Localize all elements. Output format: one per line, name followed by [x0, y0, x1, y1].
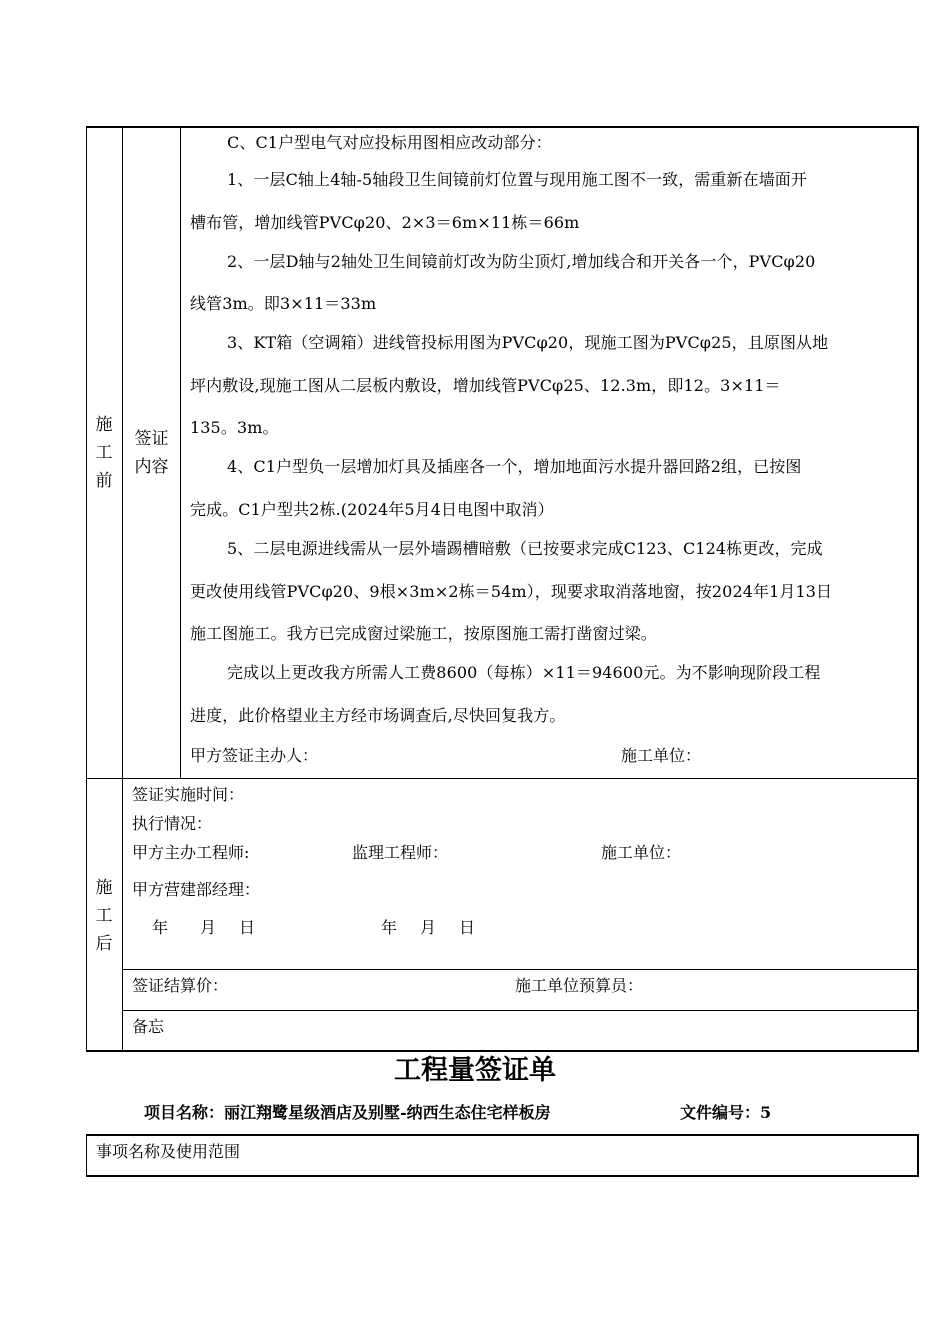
date-day-2: 日 [459, 918, 476, 937]
para-5-line-c: 施工图施工。我方已完成窗过梁施工，按原图施工需打凿窗过梁。 [190, 624, 657, 643]
remark-row-top [122, 1010, 919, 1011]
field-label-line: 内容 [134, 457, 169, 477]
side-char: 工 [95, 906, 113, 926]
scope-box-top [86, 1134, 919, 1136]
form-title: 工程量签证单 [394, 1055, 556, 1086]
after-construction-label [87, 874, 121, 958]
remark-field: 备忘 [132, 1017, 165, 1036]
budgeter-field: 施工单位预算员： [515, 976, 644, 995]
owner-manager-field: 甲方营建部经理： [132, 880, 261, 899]
scope-box-bottom [86, 1175, 919, 1177]
side-char: 前 [95, 471, 113, 491]
para-5-line-a: 5、二层电源进线需从一层外墙踢槽暗敷（已按要求完成C123、C124栋更改，完成 [227, 539, 823, 558]
para-6-line-b: 进度，此价格望业主方经市场调查后,尽快回复我方。 [190, 706, 566, 725]
contractor-field: 施工单位： [601, 843, 682, 862]
para-1-line-a: 1、一层C轴上4轴-5轴段卫生间镜前灯位置与现用施工图不一致，需重新在墙面开 [227, 170, 807, 189]
scope-label: 事项名称及使用范围 [96, 1142, 241, 1161]
para-4-line-a: 4、C1户型负一层增加灯具及插座各一个，增加地面污水提升器回路2组，已按图 [227, 457, 802, 476]
side-char: 施 [95, 878, 113, 898]
contractor-label-top: 施工单位： [621, 746, 702, 765]
date-month-2: 月 [420, 918, 437, 937]
side-char: 施 [95, 415, 113, 435]
impl-time-field: 签证实施时间： [132, 785, 245, 804]
side-char: 工 [95, 443, 113, 463]
visa-content-label [123, 425, 180, 481]
date-day-1: 日 [239, 918, 256, 937]
table-col2-divider [180, 126, 181, 779]
scope-box-right [917, 1134, 919, 1177]
field-label-line: 签证 [134, 429, 169, 449]
date-month-1: 月 [200, 918, 217, 937]
para-3-line-c: 135。3m。 [190, 418, 279, 437]
table-col1-divider [122, 126, 123, 1052]
para-1-line-b: 槽布管，增加线管PVCφ20、2×3＝6m×11栋＝66m [190, 213, 580, 232]
settlement-price-field: 签证结算价： [132, 976, 229, 995]
table-right-border [917, 126, 919, 1052]
project-name: 项目名称：丽江翔鹭星级酒店及别墅-纳西生态住宅样板房 [144, 1103, 551, 1122]
before-construction-label [87, 411, 121, 495]
date-year-2: 年 [381, 918, 398, 937]
para-2-line-a: 2、一层D轴与2轴处卫生间镜前灯改为防尘顶灯,增加线合和开关各一个，PVCφ20 [227, 252, 816, 271]
file-number: 文件编号：5 [680, 1103, 772, 1122]
supervisor-field: 监理工程师： [352, 843, 449, 862]
para-2-line-b: 线管3m。即3×11＝33m [190, 294, 377, 313]
side-char: 后 [95, 934, 113, 954]
section-divider [86, 778, 919, 779]
exec-status-field: 执行情况： [132, 814, 213, 833]
para-6-line-a: 完成以上更改我方所需人工费8600（每栋）×11＝94600元。为不影响现阶段工程 [227, 663, 821, 682]
scope-box-left [86, 1134, 87, 1177]
owner-engineer-field: 甲方主办工程师: [132, 843, 250, 862]
settlement-row-top [122, 969, 919, 970]
para-4-line-b: 完成。C1户型共2栋.(2024年5月4日电图中取消） [190, 500, 554, 519]
owner-signer-label: 甲方签证主办人： [190, 746, 319, 765]
para-3-line-a: 3、KT箱（空调箱）进线管投标用图为PVCφ20，现施工图为PVCφ25，且原图从地 [227, 333, 829, 352]
para-5-line-b: 更改使用线管PVCφ20、9根×3m×2栋＝54m），现要求取消落地窗，按2024年1月13日 [190, 582, 833, 601]
para-c-heading: C、C1户型电气对应投标用图相应改动部分： [227, 133, 552, 152]
para-3-line-b: 坪内敷设,现施工图从二层板内敷设，增加线管PVCφ25、12.3m，即12。3×11＝ [190, 376, 781, 395]
date-year-1: 年 [152, 918, 169, 937]
